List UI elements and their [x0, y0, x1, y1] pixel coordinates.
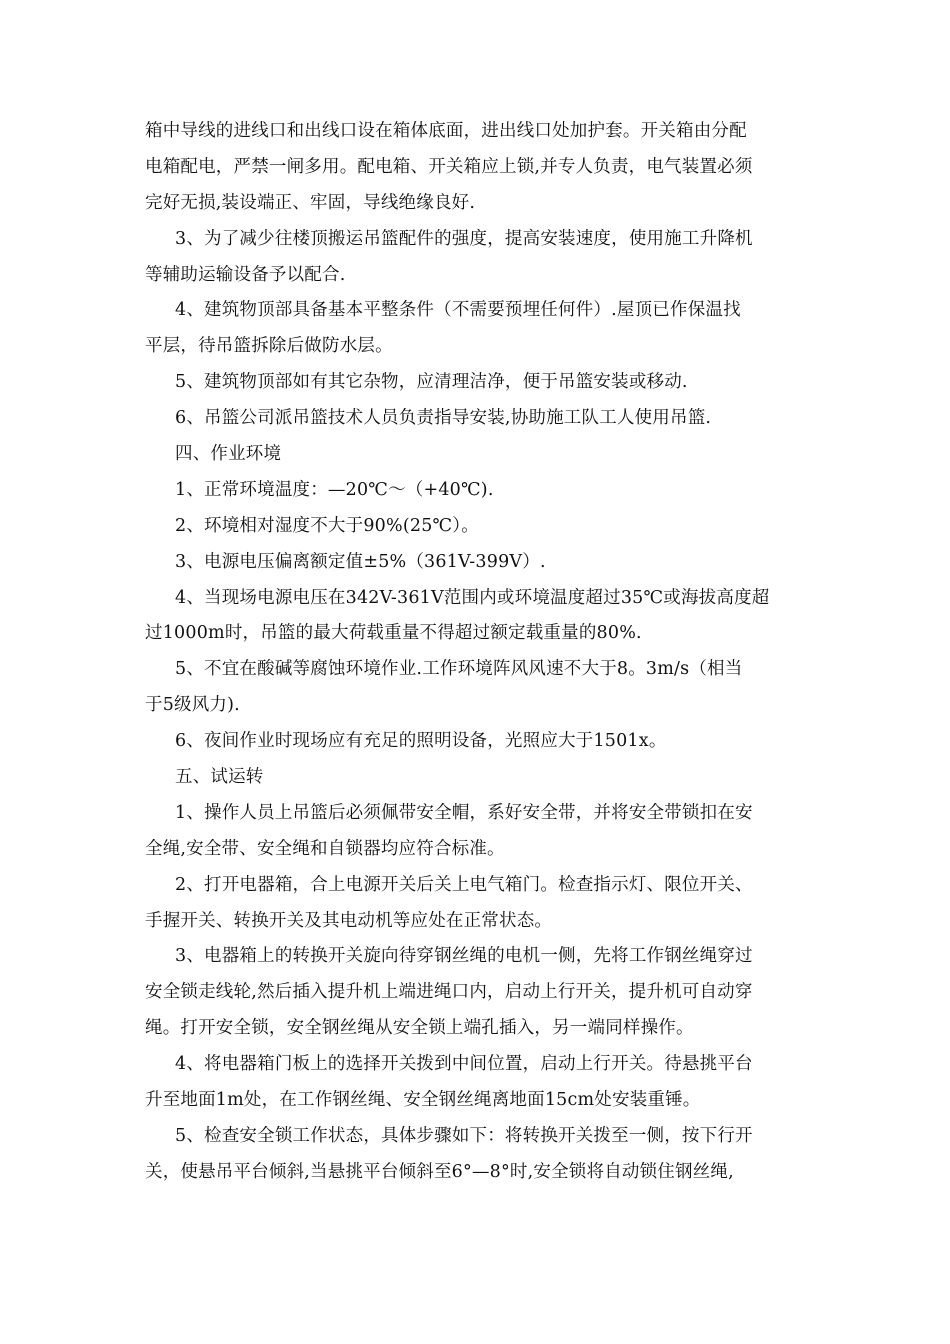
text-line: 等辅助运输设备予以配合. — [145, 264, 346, 285]
text-line: 绳。打开安全锁，安全钢丝绳从安全锁上端孔插入，另一端同样操作。 — [145, 1018, 694, 1039]
text-line: 5、检查安全锁工作状态，具体步骤如下：将转换开关拨至一侧，按下行开 — [175, 1125, 753, 1146]
text-line: 升至地面1m处，在工作钢丝绳、安全钢丝绳离地面15cm处安装重锤。 — [145, 1090, 701, 1111]
text-line: 2、打开电器箱，合上电源开关后关上电气箱门。检查指示灯、限位开关、 — [175, 874, 753, 895]
text-line: 于5级风力). — [145, 695, 240, 716]
section-heading: 五、试运转 — [175, 767, 264, 788]
text-line: 电箱配电，严禁一闸多用。配电箱、开关箱应上锁,并专人负责，电气装置必须 — [145, 156, 753, 177]
text-line: 过1000m时，吊篮的最大荷载重量不得超过额定载重量的80%. — [145, 623, 642, 644]
text-line: 5、不宜在酸碱等腐蚀环境作业.工作环境阵风风速不大于8。3m/s（相当 — [175, 659, 743, 680]
text-line: 关，使悬吊平台倾斜,当悬挑平台倾斜至6°—8°时,安全锁将自动锁住钢丝绳, — [145, 1161, 734, 1182]
text-line: 4、当现场电源电压在342V-361V范围内或环境温度超过35℃或海拔高度超 — [175, 587, 770, 608]
text-line: 3、电器箱上的转换开关旋向待穿钢丝绳的电机一侧，先将工作钢丝绳穿过 — [175, 946, 753, 967]
text-line: 全绳,安全带、安全绳和自锁器均应符合标准。 — [145, 838, 505, 859]
text-line: 完好无损,装设端正、牢固，导线绝缘良好. — [145, 192, 476, 213]
section-heading: 四、作业环境 — [175, 444, 282, 465]
text-line: 4、将电器箱门板上的选择开关拨到中间位置，启动上行开关。待悬挑平台 — [175, 1054, 753, 1075]
text-line: 箱中导线的进线口和出线口设在箱体底面，进出线口处加护套。开关箱由分配 — [145, 121, 747, 141]
text-line: 1、操作人员上吊篮后必须佩带安全帽，系好安全带，并将安全带锁扣在安 — [175, 802, 753, 823]
text-line: 平层，待吊篮拆除后做防水层。 — [145, 336, 393, 357]
text-line: 5、建筑物顶部如有其它杂物，应清理洁净，便于吊篮安装或移动. — [175, 372, 688, 393]
text-line: 6、夜间作业时现场应有充足的照明设备，光照应大于1501x。 — [175, 731, 667, 752]
text-line: 1、正常环境温度：—20℃～（+40℃). — [175, 479, 494, 500]
text-line: 6、吊篮公司派吊篮技术人员负责指导安装,协助施工队工人使用吊篮. — [175, 408, 712, 429]
text-line: 4、建筑物顶部具备基本平整条件（不需要预埋任何件）.屋顶已作保温找 — [175, 300, 741, 321]
text-line: 3、为了减少往楼顶搬运吊篮配件的强度，提高安装速度，使用施工升降机 — [175, 228, 753, 249]
text-line: 3、电源电压偏离额定值±5%（361V-399V）. — [175, 551, 546, 572]
text-line: 安全锁走线轮,然后插入提升机上端进绳口内，启动上行开关，提升机可自动穿 — [145, 982, 753, 1003]
text-line: 2、环境相对湿度不大于90%(25℃）。 — [175, 515, 479, 536]
text-line: 手握开关、转换开关及其电动机等应处在正常状态。 — [145, 910, 553, 931]
